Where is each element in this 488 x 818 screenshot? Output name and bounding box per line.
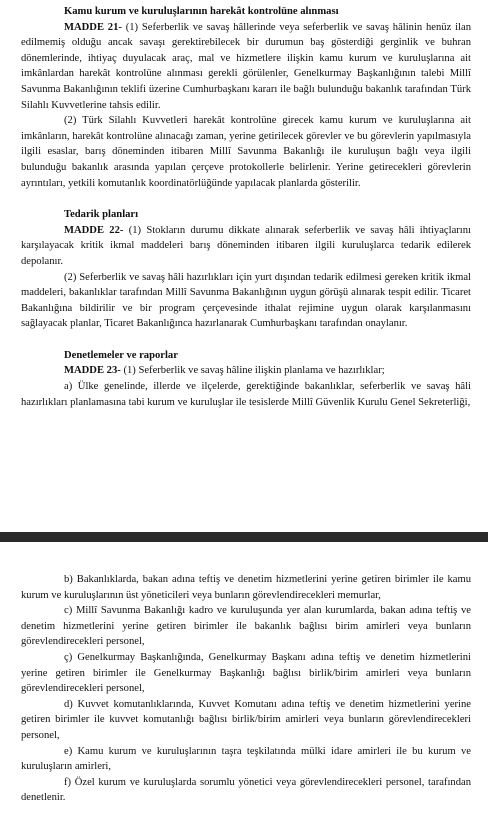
list-item: c) Millî Savunma Bakanlığı kadro ve kuruluşunda yer alan kurumlarda, bakan adına teftiş ve denetim hizmetlerini yerine getiren birimler ile bakanlık bağlısı birim amirleri veya bunların görevlendirecekleri personel, xyxy=(21,605,471,648)
section-heading: Tedarik planları xyxy=(64,209,139,221)
paragraph: a) Ülke genelinde, illerde ve ilçelerde, gerektiğinde bakanlıklar, seferberlik ve savaş hâli hazırlıkları planlamasına tabi kurum ve kuruluşlar ile tesislerde Millî Güvenlik Kurulu Genel Sekreterliği, xyxy=(21,381,471,408)
paragraph: (2) Türk Silahlı Kuvvetleri harekât kontrolüne girecek kamu kurum ve kuruluşlarına ait imkânların, harekât kontrolüne alınacağı zaman, yerine getirilecek görevler ve bu görevlerin yapılmasıyla ilgili esaslar, barış döneminden itibaren Millî Savunma Bakanlığı ile kuruluşun bağlı veya ilgili bulunduğu bakanlık arasında yapılan çerçeve protokollerle belirlenir. Yerine getirecekleri görevlerin ayrıntıları, yetkili komutanlık koordinatörlüğünde yapılacak planlarda gösterilir. xyxy=(21,115,471,189)
section-madde-22 xyxy=(21,207,471,332)
madde-label: MADDE 21- xyxy=(64,21,122,33)
madde-label: MADDE 23- xyxy=(64,365,121,377)
paragraph: (2) Seferberlik ve savaş hâli hazırlıkları için yurt dışından tedarik edilmesi gereken kritik ikmal maddeleri, bakanlıklar tarafından Millî Savunma Bakanlığının uygun görüşü alınarak tespit edilir. Ticaret Bakanlığına bildirilir ve bir program çerçevesinde ithalat rejimine uygun olarak karşılanmasını sağlayacak planlar, Ticaret Bakanlığınca hazırlanarak Cumhurbaşkanı tarafından onaylanır. xyxy=(21,271,471,330)
list-item: f) Özel kurum ve kuruluşlarda sorumlu yönetici veya görevlendirecekleri personel, tarafından denetlenir. xyxy=(21,776,471,804)
list-item: e) Kamu kurum ve kuruluşlarının taşra teşkilatında mülki idare amirleri ile bu kurum ve kuruluşların amirleri, xyxy=(21,745,471,773)
paragraph: MADDE 22- (1) Stokların durumu dikkate alınarak seferberlik ve savaş hâli ihtiyaçlarını karşılayacak kritik ikmal maddeleri barış döneminden itibaren ilgili kuruluşlarca tedarik edilerek depolanır. xyxy=(21,224,471,267)
page-break-divider xyxy=(0,532,488,542)
document-text-lower xyxy=(21,572,471,806)
document-text-upper xyxy=(21,4,471,410)
list-item: ç) Genelkurmay Başkanlığında, Genelkurmay Başkanı adına teftiş ve denetim hizmetlerini yerine getiren birimler ile Genelkurmay Başkanlığı bağlısı birlik/birim amirleri veya bunların görevlendirecekleri personel, xyxy=(21,651,471,695)
page-lower xyxy=(0,542,488,818)
section-madde-23 xyxy=(21,348,471,410)
paragraph: MADDE 21- (1) Seferberlik ve savaş hâllerinde veya seferberlik ve savaş hâlinin henüz ilan edilmemiş olduğu ancak savaşı gerektirebilecek bir durumun baş gösterdiği gerginlik ve buhran dönemlerinde, ihtiyaç duyulacak araç, mal ve hizmetlere ilişkin kamu kurum ve kuruluşlarına ait imkânlardan harekât kontrolüne alınması gerekli görülenler, Genelkurmay Başkanlığının talebi Millî Savunma Bakanlığının teklifi üzerine Cumhurbaşkanı kararı ile bağlı bulunduğu bakanlık tarafından Türk Silahlı Kuvvetlerine tahsis edilir. xyxy=(21,21,471,111)
section-heading: Denetlemeler ve raporlar xyxy=(64,349,178,361)
paragraph: MADDE 23- (1) Seferberlik ve savaş hâline ilişkin planlama ve hazırlıklar; xyxy=(64,365,385,377)
list-item: d) Kuvvet komutanlıklarında, Kuvvet Komutanı adına teftiş ve denetim hizmetlerini yerine getiren birimler ile kuvvet komutanlığı bağlısı birlik/birim amirleri veya bunların görevlendirecekleri personel, xyxy=(21,698,471,741)
list-item: b) Bakanlıklarda, bakan adına teftiş ve denetim hizmetlerini yerine getiren birimler ile kamu kurum ve kuruluşlarının üst yöneticileri veya bunların görevlendirecekleri memurlar, xyxy=(21,574,471,601)
section-heading: Kamu kurum ve kuruluşlarının harekât kontrolüne alınması xyxy=(64,6,339,17)
madde-label: MADDE 22- xyxy=(64,224,124,236)
section-madde-21 xyxy=(21,4,471,191)
